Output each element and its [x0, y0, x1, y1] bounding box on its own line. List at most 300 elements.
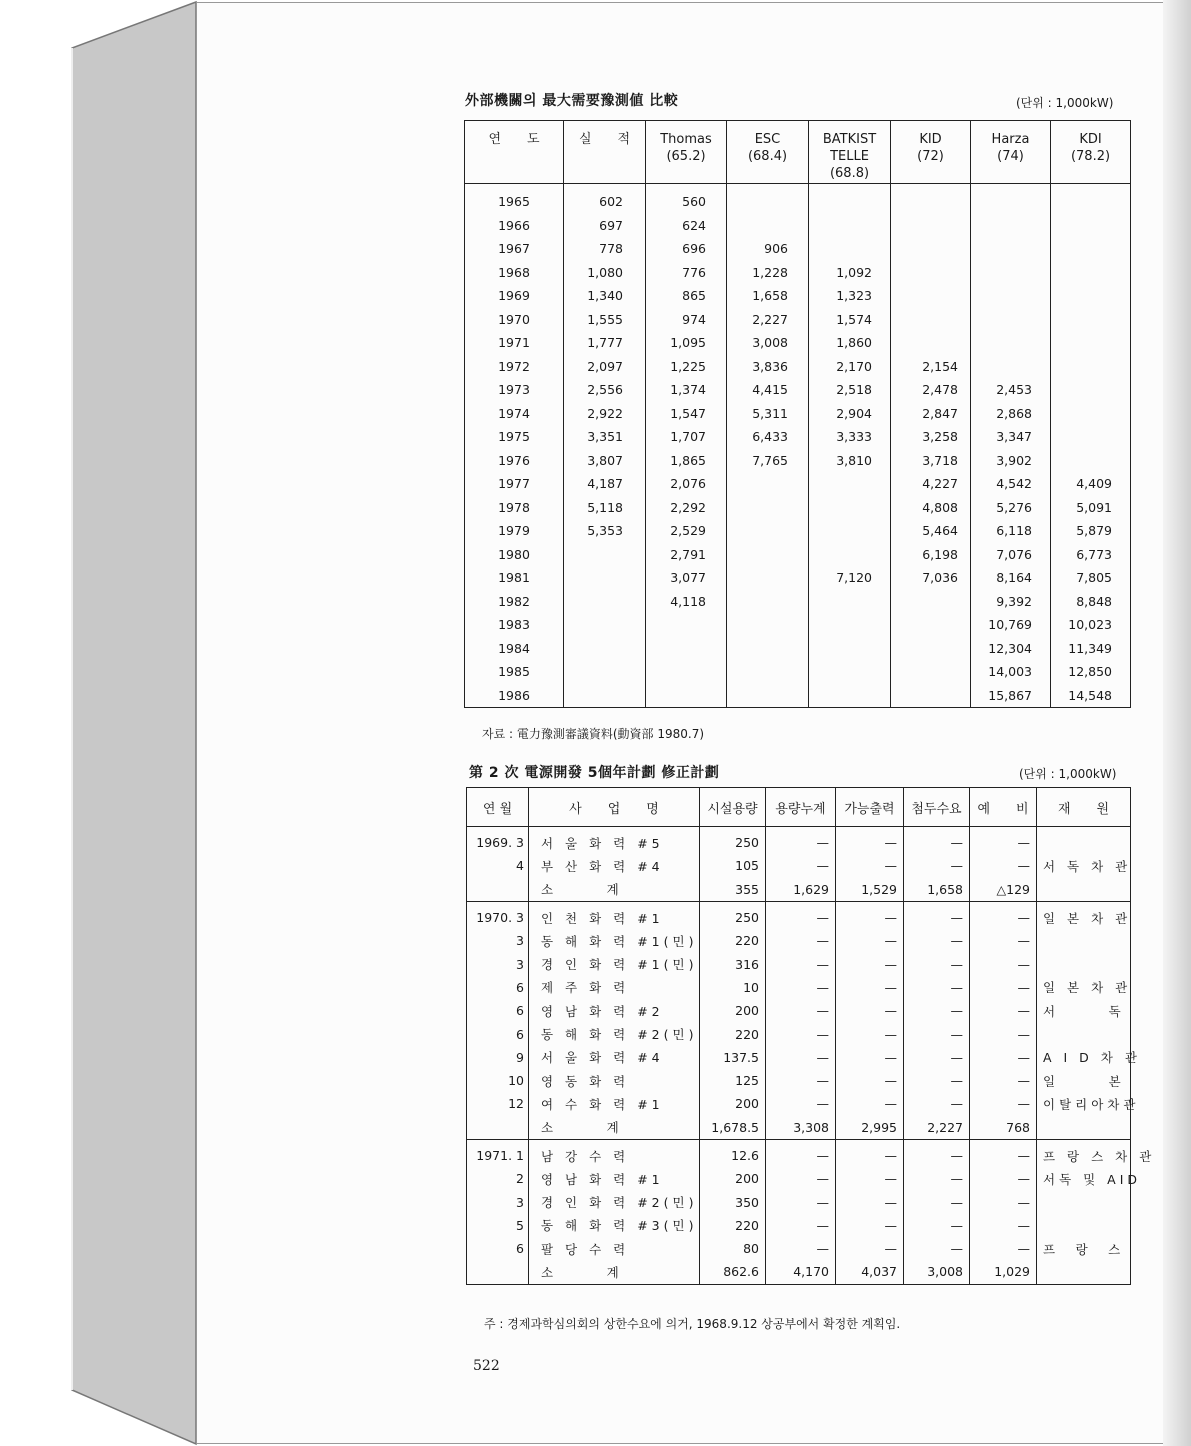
table2-header-cell: 첨두수요	[904, 788, 970, 827]
peak-demand-cell: —	[904, 1214, 970, 1237]
table-row	[465, 496, 1131, 520]
funding-source-cell: A I D 차 관	[1037, 1046, 1131, 1069]
value-cell: 11,349	[1051, 637, 1131, 661]
available-output-cell: —	[836, 1069, 904, 1092]
value-cell: 2,453	[971, 378, 1051, 402]
project-name-cell: 동 해 화 력 #2(민)	[529, 1022, 700, 1045]
value-cell: 12,850	[1051, 660, 1131, 684]
table2-header-cell: 가능출력	[836, 788, 904, 827]
table-row	[465, 378, 1131, 402]
value-cell	[727, 684, 809, 708]
cumulative-cell: —	[766, 999, 836, 1022]
project-name-cell: 영 동 화 력	[529, 1069, 700, 1092]
table2-note: 주 : 경제과학심의회의 상한수요에 의거, 1968.9.12 상공부에서 확정한 계획임.	[484, 1317, 901, 1331]
book-side-edge	[0, 0, 200, 1446]
page-number: 522	[473, 1358, 500, 1374]
value-cell	[891, 261, 971, 285]
table-row	[467, 1167, 1131, 1190]
table-row	[465, 590, 1131, 614]
capacity-cell: 220	[700, 1022, 766, 1045]
funding-source-cell: 프 랑 스	[1037, 1237, 1131, 1260]
available-output-cell: —	[836, 827, 904, 855]
cumulative-cell: —	[766, 1139, 836, 1167]
year-cell: 1977	[465, 472, 564, 496]
peak-demand-cell: —	[904, 1237, 970, 1260]
value-cell	[727, 566, 809, 590]
year-cell: 1966	[465, 214, 564, 238]
project-name-cell: 동 해 화 력 #1(민)	[529, 929, 700, 952]
value-cell	[1051, 355, 1131, 379]
value-cell	[1051, 402, 1131, 426]
table-row	[465, 261, 1131, 285]
project-name-cell: 남 강 수 력	[529, 1139, 700, 1167]
value-cell	[646, 660, 727, 684]
value-cell	[1051, 261, 1131, 285]
funding-source-cell: 이탈리아차관	[1037, 1092, 1131, 1115]
capacity-cell: 220	[700, 929, 766, 952]
value-cell	[971, 237, 1051, 261]
available-output-cell: —	[836, 1092, 904, 1115]
cumulative-cell: —	[766, 1046, 836, 1069]
value-cell	[727, 472, 809, 496]
value-cell	[971, 308, 1051, 332]
year-month-cell: 9	[467, 1046, 529, 1069]
peak-demand-cell: —	[904, 952, 970, 975]
table-row	[467, 827, 1131, 855]
power-development-plan-table	[466, 787, 1156, 1285]
value-cell: 4,808	[891, 496, 971, 520]
value-cell: 3,807	[564, 449, 646, 473]
funding-source-cell: 서독 및 AID	[1037, 1167, 1131, 1190]
year-cell: 1967	[465, 237, 564, 261]
table-row	[465, 472, 1131, 496]
value-cell	[891, 660, 971, 684]
value-cell: 14,003	[971, 660, 1051, 684]
value-cell	[809, 237, 891, 261]
cumulative-cell: —	[766, 952, 836, 975]
value-cell: 778	[564, 237, 646, 261]
peak-demand-cell: 3,008	[904, 1260, 970, 1284]
cumulative-cell: 4,170	[766, 1260, 836, 1284]
value-cell	[727, 613, 809, 637]
table-row	[465, 566, 1131, 590]
cumulative-cell: —	[766, 827, 836, 855]
reserve-cell: —	[970, 1139, 1037, 1167]
cumulative-cell: 1,629	[766, 878, 836, 902]
value-cell: 10,769	[971, 613, 1051, 637]
table-row	[467, 1046, 1131, 1069]
value-cell: 696	[646, 237, 727, 261]
available-output-cell: —	[836, 1022, 904, 1045]
value-cell	[891, 684, 971, 708]
project-name-cell: 영 남 화 력 #1	[529, 1167, 700, 1190]
value-cell: 7,805	[1051, 566, 1131, 590]
cumulative-cell: —	[766, 1167, 836, 1190]
table1-unit: (단위 : 1,000kW)	[1016, 96, 1114, 110]
value-cell	[971, 184, 1051, 214]
cumulative-cell: —	[766, 1069, 836, 1092]
value-cell	[971, 214, 1051, 238]
table-row	[465, 660, 1131, 684]
project-name-cell: 경 인 화 력 #2(민)	[529, 1190, 700, 1213]
value-cell	[1051, 237, 1131, 261]
year-month-cell: 3	[467, 1190, 529, 1213]
table-row	[467, 878, 1131, 902]
value-cell: 2,556	[564, 378, 646, 402]
table-row	[467, 854, 1131, 877]
year-month-cell: 3	[467, 929, 529, 952]
value-cell	[891, 331, 971, 355]
value-cell	[1051, 425, 1131, 449]
year-month-cell	[467, 878, 529, 902]
value-cell: 3,902	[971, 449, 1051, 473]
value-cell: 15,867	[971, 684, 1051, 708]
value-cell	[891, 184, 971, 214]
reserve-cell: —	[970, 929, 1037, 952]
value-cell: 865	[646, 284, 727, 308]
value-cell	[727, 184, 809, 214]
year-month-cell: 6	[467, 1022, 529, 1045]
table-row	[467, 1139, 1131, 1167]
value-cell: 2,097	[564, 355, 646, 379]
year-cell: 1984	[465, 637, 564, 661]
value-cell: 4,415	[727, 378, 809, 402]
peak-demand-cell: —	[904, 827, 970, 855]
project-name-cell: 여 수 화 력 #1	[529, 1092, 700, 1115]
table-row	[467, 1237, 1131, 1260]
reserve-cell: —	[970, 1214, 1037, 1237]
available-output-cell: —	[836, 976, 904, 999]
year-cell: 1981	[465, 566, 564, 590]
value-cell	[564, 543, 646, 567]
available-output-cell: —	[836, 1167, 904, 1190]
reserve-cell: —	[970, 1069, 1037, 1092]
value-cell: 3,810	[809, 449, 891, 473]
capacity-cell: 125	[700, 1069, 766, 1092]
value-cell: 1,080	[564, 261, 646, 285]
value-cell: 2,478	[891, 378, 971, 402]
capacity-cell: 200	[700, 999, 766, 1022]
year-cell: 1983	[465, 613, 564, 637]
value-cell: 1,865	[646, 449, 727, 473]
value-cell: 6,773	[1051, 543, 1131, 567]
capacity-cell: 355	[700, 878, 766, 902]
value-cell: 5,353	[564, 519, 646, 543]
value-cell: 602	[564, 184, 646, 214]
value-cell	[809, 590, 891, 614]
value-cell: 3,077	[646, 566, 727, 590]
value-cell: 2,076	[646, 472, 727, 496]
available-output-cell: —	[836, 901, 904, 929]
funding-source-cell	[1037, 1214, 1131, 1237]
table2-header-cell: 시설용량	[700, 788, 766, 827]
reserve-cell: —	[970, 1046, 1037, 1069]
value-cell	[564, 566, 646, 590]
value-cell: 2,518	[809, 378, 891, 402]
capacity-cell: 10	[700, 976, 766, 999]
peak-demand-cell: 2,227	[904, 1116, 970, 1140]
year-month-cell: 4	[467, 854, 529, 877]
table-row	[467, 1260, 1131, 1284]
year-month-cell: 3	[467, 952, 529, 975]
year-cell: 1986	[465, 684, 564, 708]
value-cell	[891, 308, 971, 332]
year-cell: 1980	[465, 543, 564, 567]
funding-source-cell	[1037, 1022, 1131, 1045]
cumulative-cell: —	[766, 901, 836, 929]
value-cell: 2,227	[727, 308, 809, 332]
value-cell: 1,860	[809, 331, 891, 355]
funding-source-cell: 서 독	[1037, 999, 1131, 1022]
value-cell	[809, 543, 891, 567]
value-cell	[809, 214, 891, 238]
table-row	[467, 1069, 1131, 1092]
funding-source-cell	[1037, 1260, 1131, 1284]
peak-demand-cell: 1,658	[904, 878, 970, 902]
peak-demand-cell: —	[904, 1190, 970, 1213]
value-cell	[891, 637, 971, 661]
value-cell: 1,555	[564, 308, 646, 332]
value-cell: 7,076	[971, 543, 1051, 567]
value-cell	[646, 637, 727, 661]
table1-header-cell: KID (72)	[891, 121, 971, 184]
table-row	[465, 237, 1131, 261]
value-cell	[809, 496, 891, 520]
value-cell: 2,847	[891, 402, 971, 426]
value-cell: 1,707	[646, 425, 727, 449]
peak-demand-cell: —	[904, 1139, 970, 1167]
reserve-cell: —	[970, 827, 1037, 855]
cumulative-cell: —	[766, 1022, 836, 1045]
value-cell: 5,464	[891, 519, 971, 543]
cumulative-cell: —	[766, 854, 836, 877]
table-row	[467, 976, 1131, 999]
table-row	[467, 952, 1131, 975]
year-cell: 1972	[465, 355, 564, 379]
value-cell	[727, 637, 809, 661]
funding-source-cell: 일 본	[1037, 1069, 1131, 1092]
value-cell: 1,228	[727, 261, 809, 285]
table-row	[465, 684, 1131, 708]
value-cell: 5,118	[564, 496, 646, 520]
available-output-cell: —	[836, 952, 904, 975]
available-output-cell: 2,995	[836, 1116, 904, 1140]
project-name-cell: 부 산 화 력 #4	[529, 854, 700, 877]
year-month-cell: 6	[467, 1237, 529, 1260]
funding-source-cell	[1037, 878, 1131, 902]
table-row	[467, 1022, 1131, 1045]
value-cell: 1,574	[809, 308, 891, 332]
value-cell	[1051, 184, 1131, 214]
funding-source-cell	[1037, 1190, 1131, 1213]
table2-header-cell: 연 월	[467, 788, 529, 827]
year-cell: 1965	[465, 184, 564, 214]
value-cell: 9,392	[971, 590, 1051, 614]
capacity-cell: 12.6	[700, 1139, 766, 1167]
table1-header-cell: KDI (78.2)	[1051, 121, 1131, 184]
year-month-cell: 2	[467, 1167, 529, 1190]
page-edge-shadow	[1163, 0, 1191, 1446]
reserve-cell: —	[970, 901, 1037, 929]
value-cell: 4,118	[646, 590, 727, 614]
value-cell: 14,548	[1051, 684, 1131, 708]
year-cell: 1982	[465, 590, 564, 614]
value-cell: 3,008	[727, 331, 809, 355]
value-cell	[564, 637, 646, 661]
cumulative-cell: —	[766, 1092, 836, 1115]
table1-title: 外部機關의 最大需要豫測値 比較	[465, 93, 679, 109]
table-row	[465, 449, 1131, 473]
year-month-cell	[467, 1116, 529, 1140]
capacity-cell: 862.6	[700, 1260, 766, 1284]
table-row	[465, 308, 1131, 332]
table-row	[467, 1116, 1131, 1140]
value-cell	[809, 613, 891, 637]
capacity-cell: 105	[700, 854, 766, 877]
year-month-cell: 10	[467, 1069, 529, 1092]
cumulative-cell: —	[766, 929, 836, 952]
value-cell: 560	[646, 184, 727, 214]
project-name-cell: 서 울 화 력 #5	[529, 827, 700, 855]
value-cell	[727, 496, 809, 520]
table2-header-cell: 용량누계	[766, 788, 836, 827]
peak-demand-cell: —	[904, 976, 970, 999]
funding-source-cell: 일 본 차 관	[1037, 901, 1131, 929]
value-cell: 6,118	[971, 519, 1051, 543]
peak-demand-cell: —	[904, 854, 970, 877]
reserve-cell: —	[970, 1237, 1037, 1260]
table1-header-cell: Thomas (65.2)	[646, 121, 727, 184]
capacity-cell: 137.5	[700, 1046, 766, 1069]
table1-header-cell: 연 도	[465, 121, 564, 184]
forecast-comparison-table	[464, 120, 1131, 708]
value-cell: 5,276	[971, 496, 1051, 520]
value-cell: 7,765	[727, 449, 809, 473]
funding-source-cell	[1037, 929, 1131, 952]
value-cell: 2,529	[646, 519, 727, 543]
table-row	[465, 402, 1131, 426]
project-name-cell: 제 주 화 력	[529, 976, 700, 999]
available-output-cell: 1,529	[836, 878, 904, 902]
value-cell	[891, 214, 971, 238]
value-cell	[1051, 449, 1131, 473]
reserve-cell: —	[970, 952, 1037, 975]
value-cell	[1051, 378, 1131, 402]
peak-demand-cell: —	[904, 1069, 970, 1092]
year-cell: 1969	[465, 284, 564, 308]
value-cell	[646, 613, 727, 637]
year-cell: 1976	[465, 449, 564, 473]
funding-source-cell: 프 랑 스 차 관	[1037, 1139, 1131, 1167]
year-cell: 1968	[465, 261, 564, 285]
project-name-cell: 팔 당 수 력	[529, 1237, 700, 1260]
table2-header-cell: 사 업 명	[529, 788, 700, 827]
value-cell: 4,187	[564, 472, 646, 496]
value-cell	[891, 284, 971, 308]
value-cell: 2,922	[564, 402, 646, 426]
table-row	[465, 425, 1131, 449]
year-cell: 1970	[465, 308, 564, 332]
project-name-cell: 소 계	[529, 878, 700, 902]
value-cell: 12,304	[971, 637, 1051, 661]
table2-header-cell: 재 원	[1037, 788, 1131, 827]
capacity-cell: 250	[700, 827, 766, 855]
capacity-cell: 1,678.5	[700, 1116, 766, 1140]
table1-header-cell: ESC (68.4)	[727, 121, 809, 184]
year-month-cell: 1969. 3	[467, 827, 529, 855]
value-cell: 906	[727, 237, 809, 261]
cumulative-cell: —	[766, 1190, 836, 1213]
value-cell: 2,170	[809, 355, 891, 379]
table-row	[467, 1214, 1131, 1237]
funding-source-cell: 서 독 차 관	[1037, 854, 1131, 877]
project-name-cell: 영 남 화 력 #2	[529, 999, 700, 1022]
value-cell: 2,154	[891, 355, 971, 379]
value-cell: 4,227	[891, 472, 971, 496]
year-month-cell: 6	[467, 976, 529, 999]
value-cell: 7,036	[891, 566, 971, 590]
table-row	[465, 637, 1131, 661]
value-cell: 5,879	[1051, 519, 1131, 543]
reserve-cell: —	[970, 1092, 1037, 1115]
table-row	[467, 999, 1131, 1022]
value-cell: 4,542	[971, 472, 1051, 496]
table-row	[465, 184, 1131, 214]
reserve-cell: —	[970, 1167, 1037, 1190]
project-name-cell: 소 계	[529, 1116, 700, 1140]
value-cell: 1,092	[809, 261, 891, 285]
value-cell	[727, 660, 809, 684]
value-cell	[971, 331, 1051, 355]
project-name-cell: 소 계	[529, 1260, 700, 1284]
funding-source-cell: 일 본 차 관	[1037, 976, 1131, 999]
table1-header-cell: BATKIST TELLE (68.8)	[809, 121, 891, 184]
year-month-cell: 5	[467, 1214, 529, 1237]
value-cell: 1,340	[564, 284, 646, 308]
funding-source-cell	[1037, 1116, 1131, 1140]
value-cell	[809, 184, 891, 214]
value-cell	[809, 637, 891, 661]
value-cell	[809, 472, 891, 496]
value-cell	[809, 660, 891, 684]
value-cell: 8,164	[971, 566, 1051, 590]
reserve-cell: —	[970, 999, 1037, 1022]
value-cell: 5,311	[727, 402, 809, 426]
value-cell	[646, 684, 727, 708]
reserve-cell: —	[970, 976, 1037, 999]
value-cell	[564, 590, 646, 614]
value-cell: 2,292	[646, 496, 727, 520]
value-cell: 2,868	[971, 402, 1051, 426]
table2-title: 第 2 次 電源開發 5個年計劃 修正計劃	[469, 765, 720, 781]
value-cell: 10,023	[1051, 613, 1131, 637]
available-output-cell: —	[836, 1214, 904, 1237]
value-cell	[1051, 214, 1131, 238]
available-output-cell: —	[836, 1190, 904, 1213]
value-cell	[971, 284, 1051, 308]
peak-demand-cell: —	[904, 1022, 970, 1045]
value-cell: 1,374	[646, 378, 727, 402]
value-cell: 4,409	[1051, 472, 1131, 496]
value-cell: 1,225	[646, 355, 727, 379]
funding-source-cell	[1037, 827, 1131, 855]
project-name-cell: 동 해 화 력 #3(민)	[529, 1214, 700, 1237]
value-cell: 1,547	[646, 402, 727, 426]
value-cell: 6,198	[891, 543, 971, 567]
value-cell: 6,433	[727, 425, 809, 449]
value-cell	[1051, 308, 1131, 332]
year-cell: 1979	[465, 519, 564, 543]
